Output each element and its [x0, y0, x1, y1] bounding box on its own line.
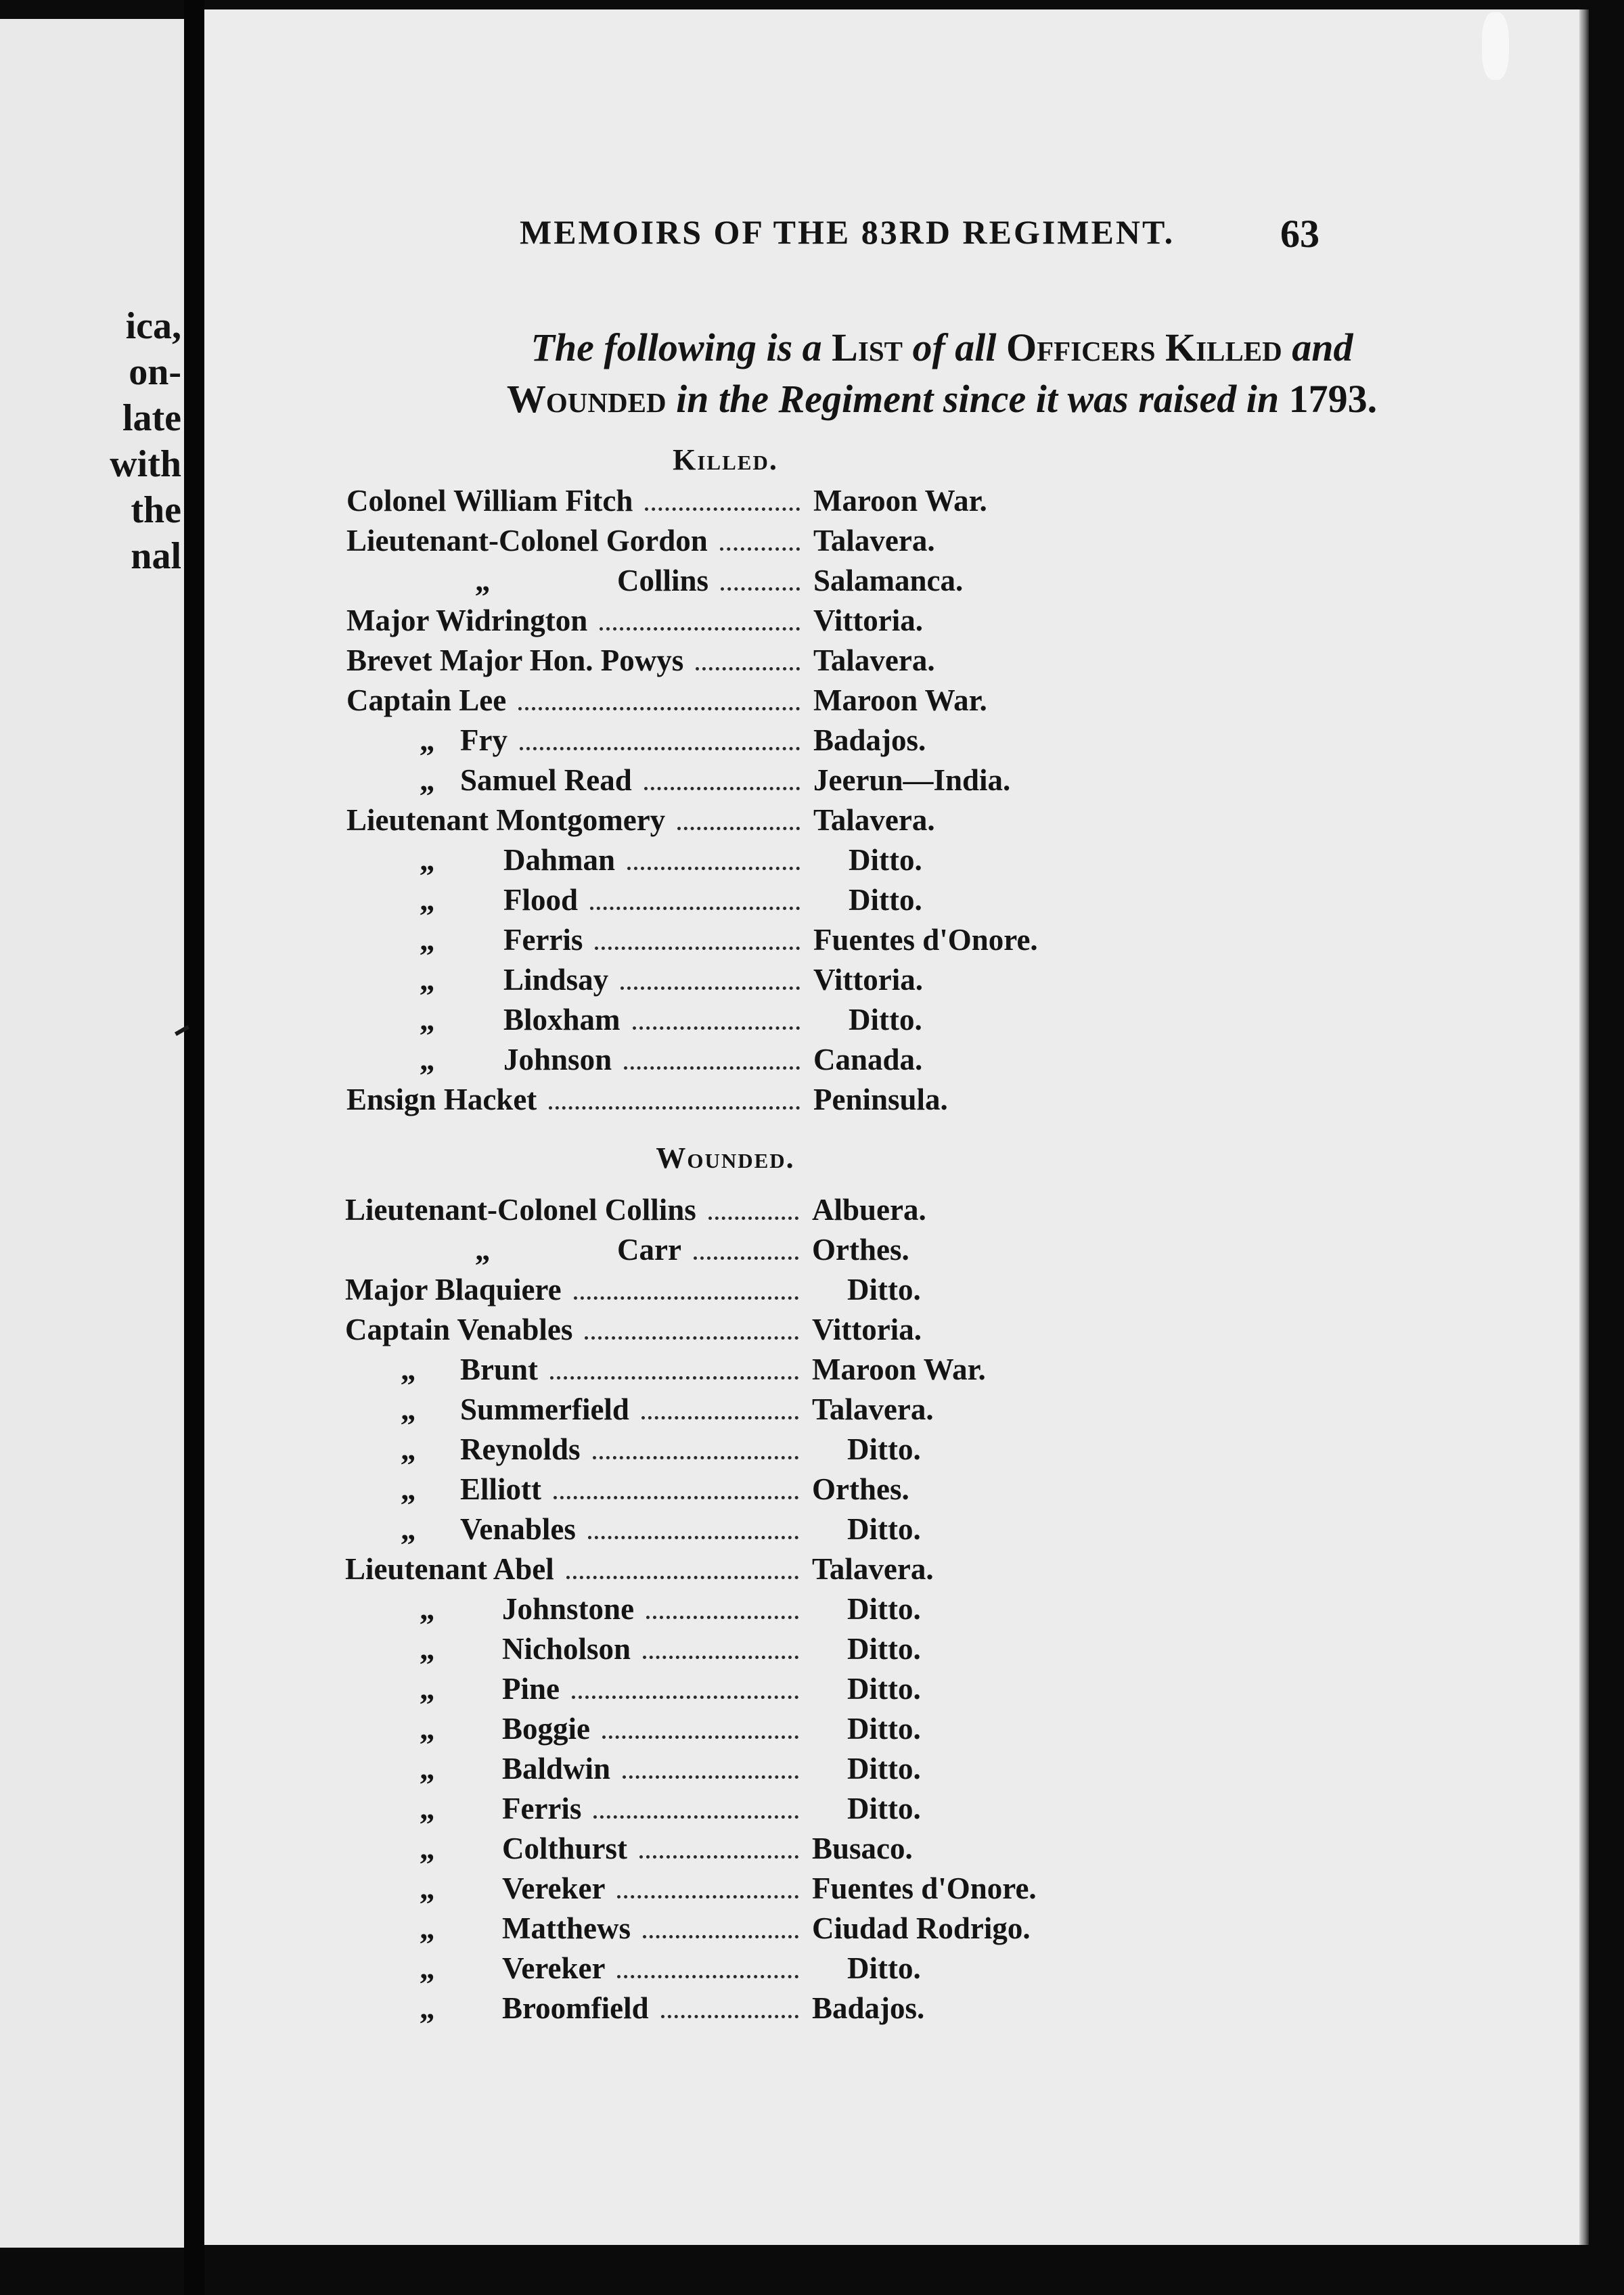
officer-name: Ferris — [502, 1792, 582, 1825]
officer-entry — [204, 1991, 1016, 2030]
officer-entry — [204, 563, 1016, 602]
officer-name: Fry — [460, 723, 508, 757]
leader-dots — [677, 827, 800, 830]
leader-dots — [600, 627, 800, 631]
officer-entry — [204, 842, 1016, 882]
ditto-mark: „ — [420, 1911, 435, 1945]
leader-dots — [572, 1696, 798, 1699]
officer-name: Lieutenant Abel — [345, 1552, 554, 1586]
intro-part: List — [832, 325, 903, 369]
leader-dots — [550, 1376, 798, 1380]
ditto-mark: „ — [420, 1672, 435, 1706]
leader-dots — [566, 1576, 798, 1579]
intro-paragraph — [346, 322, 1537, 425]
officer-name: Vereker — [502, 1871, 606, 1905]
left-fragment: ica, — [125, 305, 181, 347]
officer-name: Samuel Read — [460, 763, 632, 797]
officer-entry — [204, 1791, 1016, 1830]
leader-dots — [627, 867, 800, 870]
officer-name: Venables — [460, 1512, 576, 1546]
officer-entry — [204, 962, 1016, 1001]
ditto-mark: „ — [420, 843, 435, 877]
place-of-action: Orthes. — [812, 1233, 909, 1267]
place-of-action: Ditto. — [847, 1632, 921, 1666]
place-of-action: Ditto. — [847, 1273, 921, 1306]
ditto-mark: „ — [401, 1432, 416, 1466]
ditto-mark: „ — [420, 1752, 435, 1786]
leader-dots — [661, 2015, 798, 2018]
left-facing-page — [0, 19, 184, 2248]
officer-entry — [204, 1392, 1016, 1431]
ditto-mark: „ — [475, 564, 491, 597]
officer-name: Summerfield — [460, 1392, 629, 1426]
leader-dots — [623, 1775, 798, 1779]
officer-entry — [204, 1871, 1037, 1910]
place-of-action: Talavera. — [812, 1552, 934, 1586]
ditto-mark: „ — [420, 883, 435, 917]
place-of-action: Maroon War. — [812, 1353, 986, 1386]
officer-name: Pine — [502, 1672, 560, 1706]
ditto-mark: „ — [420, 963, 435, 997]
place-of-action: Talavera. — [812, 1392, 934, 1426]
leader-dots — [574, 1296, 798, 1300]
officer-name: Colonel William Fitch — [346, 484, 633, 518]
intro-part: and — [1282, 325, 1353, 369]
officer-entry — [204, 802, 1016, 842]
paper-blemish — [1482, 12, 1509, 80]
left-fragment: with — [110, 443, 181, 485]
intro-part: of all — [902, 325, 1007, 369]
officer-entry — [204, 1042, 1016, 1081]
officer-entry — [204, 1631, 1016, 1671]
intro-part: Officers Killed — [1006, 325, 1282, 369]
place-of-action: Badajos. — [812, 1991, 925, 2025]
officer-entry — [204, 1272, 1016, 1311]
place-of-action: Orthes. — [812, 1472, 909, 1506]
leader-dots — [646, 1616, 798, 1619]
ditto-mark: „ — [420, 1832, 435, 1865]
killed-heading: Killed. — [673, 443, 778, 476]
place-of-action: Talavera. — [813, 643, 935, 677]
place-of-action: Talavera. — [813, 524, 935, 558]
place-of-action: Fuentes d'Onore. — [813, 923, 1038, 957]
ditto-mark: „ — [420, 1871, 435, 1905]
place-of-action: Talavera. — [813, 803, 935, 837]
officer-name: Lindsay — [503, 963, 609, 997]
place-of-action: Canada. — [813, 1043, 923, 1076]
place-of-action: Ditto. — [847, 1752, 921, 1786]
place-of-action: Ciudad Rodrigo. — [812, 1911, 1031, 1945]
page-edge — [1579, 9, 1589, 2245]
leader-dots — [633, 1026, 800, 1030]
officer-name: Ferris — [503, 923, 583, 957]
leader-dots — [644, 787, 800, 790]
leader-dots — [554, 1496, 798, 1499]
officer-entry — [204, 1192, 1016, 1231]
intro-line-2 — [346, 373, 1537, 425]
officer-name: Baldwin — [502, 1752, 611, 1786]
officer-name: Captain Venables — [345, 1313, 573, 1346]
ditto-mark: „ — [401, 1512, 416, 1546]
leader-dots — [645, 507, 800, 511]
left-fragment: the — [131, 489, 181, 531]
officer-entry — [204, 922, 1038, 961]
officer-entry — [204, 1951, 1016, 1990]
intro-line-1 — [346, 322, 1537, 373]
officer-entry — [204, 483, 1016, 522]
leader-dots — [595, 947, 800, 950]
officer-entry — [204, 1232, 1016, 1271]
leader-dots — [549, 1106, 800, 1110]
officer-name: Matthews — [502, 1911, 631, 1945]
place-of-action: Vittoria. — [813, 963, 924, 997]
officer-name: Nicholson — [502, 1632, 631, 1666]
book-gutter — [184, 0, 204, 2295]
ditto-mark: „ — [420, 1951, 435, 1985]
ditto-mark: „ — [420, 723, 435, 757]
officer-name: Vereker — [502, 1951, 606, 1985]
ditto-mark: „ — [420, 1043, 435, 1076]
ditto-mark: „ — [401, 1353, 416, 1386]
officer-entry — [204, 683, 1016, 722]
leader-dots — [643, 1935, 798, 1938]
officer-entry — [204, 1352, 1016, 1391]
officer-entry — [204, 1751, 1016, 1790]
intro-part: The following is a — [531, 325, 832, 369]
officer-entry — [204, 1432, 1016, 1471]
officer-name: Ensign Hacket — [346, 1083, 537, 1116]
place-of-action: Peninsula. — [813, 1083, 948, 1116]
place-of-action: Ditto. — [847, 1792, 921, 1825]
officer-name: Major Blaquiere — [345, 1273, 562, 1306]
leader-dots — [590, 907, 800, 910]
place-of-action: Vittoria. — [813, 604, 924, 637]
ditto-mark: „ — [420, 1792, 435, 1825]
leader-dots — [585, 1336, 798, 1340]
officer-entry — [204, 603, 1016, 642]
place-of-action: Salamanca. — [813, 564, 964, 597]
place-of-action: Albuera. — [812, 1193, 926, 1227]
officer-name: Captain Lee — [346, 683, 507, 717]
officer-entry — [204, 523, 1016, 562]
officer-name: Dahman — [503, 843, 616, 877]
place-of-action: Busaco. — [812, 1832, 913, 1865]
officer-entry — [204, 1472, 1016, 1511]
leader-dots — [593, 1815, 798, 1819]
officer-name: Major Widrington — [346, 604, 588, 637]
leader-dots — [520, 747, 800, 750]
officer-name: Elliott — [460, 1472, 541, 1506]
officer-name: Brunt — [460, 1353, 539, 1386]
leader-dots — [721, 587, 800, 591]
ditto-mark: „ — [420, 1003, 435, 1037]
officer-entry — [204, 1002, 1016, 1041]
place-of-action: Ditto. — [847, 1712, 921, 1746]
leader-dots — [518, 707, 800, 710]
place-of-action: Vittoria. — [812, 1313, 922, 1346]
place-of-action: Ditto. — [847, 1951, 921, 1985]
officer-entry — [204, 1512, 1016, 1551]
left-page-text-fragments — [110, 303, 181, 579]
officer-entry — [204, 763, 1016, 802]
place-of-action: Ditto. — [849, 883, 922, 917]
leader-dots — [602, 1735, 798, 1739]
leader-dots — [696, 667, 800, 671]
leader-dots — [617, 1895, 798, 1899]
officer-entry — [204, 1591, 1016, 1631]
officer-name: Flood — [503, 883, 579, 917]
officer-name: Lieutenant-Colonel Gordon — [346, 524, 708, 558]
place-of-action: Ditto. — [847, 1592, 921, 1626]
leader-dots — [624, 1066, 800, 1070]
officer-name: Johnstone — [502, 1592, 635, 1626]
officer-name: Johnson — [503, 1043, 612, 1076]
left-fragment: nal — [131, 535, 181, 577]
intro-part: Wounded — [506, 377, 667, 421]
leader-dots — [621, 986, 800, 990]
officer-name: Collins — [617, 564, 709, 597]
ditto-mark: „ — [420, 1632, 435, 1666]
ditto-mark: „ — [420, 1991, 435, 2025]
left-fragment: late — [122, 397, 181, 439]
right-page — [204, 9, 1589, 2245]
officer-name: Boggie — [502, 1712, 590, 1746]
ditto-mark: „ — [401, 1472, 416, 1506]
officer-entry — [204, 643, 1016, 682]
ditto-mark: „ — [420, 1592, 435, 1626]
intro-part: in the Regiment since it was raised in — [666, 377, 1289, 421]
ditto-mark: „ — [401, 1392, 416, 1426]
officer-entry — [204, 882, 1016, 922]
place-of-action: Maroon War. — [813, 683, 987, 717]
officer-name: Lieutenant-Colonel Collins — [345, 1193, 696, 1227]
officer-name: Brevet Major Hon. Powys — [346, 643, 684, 677]
officer-name: Reynolds — [460, 1432, 581, 1466]
place-of-action: Ditto. — [849, 843, 922, 877]
officer-name: Lieutenant Montgomery — [346, 803, 666, 837]
officer-entry — [204, 1831, 1016, 1870]
place-of-action: Ditto. — [847, 1432, 921, 1466]
leader-dots — [643, 1656, 798, 1659]
leader-dots — [641, 1416, 798, 1419]
leader-dots — [694, 1256, 798, 1260]
place-of-action: Ditto. — [849, 1003, 922, 1037]
officer-name: Colthurst — [502, 1832, 628, 1865]
left-fragment: on- — [129, 351, 181, 393]
place-of-action: Maroon War. — [813, 484, 987, 518]
place-of-action: Ditto. — [847, 1512, 921, 1546]
officer-name: Bloxham — [503, 1003, 621, 1037]
leader-dots — [588, 1536, 798, 1539]
officer-entry — [204, 1312, 1016, 1351]
leader-dots — [639, 1855, 798, 1859]
leader-dots — [593, 1456, 798, 1459]
ditto-mark: „ — [475, 1233, 491, 1267]
officer-entry — [204, 1911, 1031, 1950]
officer-entry — [204, 1551, 1016, 1591]
place-of-action: Jeerun—India. — [813, 763, 1011, 797]
leader-dots — [617, 1975, 798, 1978]
ditto-mark: „ — [420, 1712, 435, 1746]
leader-dots — [708, 1217, 798, 1220]
officer-name: Broomfield — [502, 1991, 649, 2025]
officer-entry — [204, 723, 1016, 762]
wounded-heading: Wounded. — [656, 1141, 795, 1175]
ditto-mark: „ — [420, 763, 435, 797]
place-of-action: Badajos. — [813, 723, 926, 757]
officer-entry — [204, 1082, 1016, 1121]
place-of-action: Fuentes d'Onore. — [812, 1871, 1037, 1905]
intro-part: 1793. — [1288, 377, 1378, 421]
place-of-action: Ditto. — [847, 1672, 921, 1706]
officer-entry — [204, 1671, 1016, 1710]
page-number: 63 — [1280, 212, 1320, 256]
officer-entry — [204, 1711, 1016, 1750]
ditto-mark: „ — [420, 923, 435, 957]
leader-dots — [720, 547, 800, 551]
officer-name: Carr — [617, 1233, 681, 1267]
running-title: MEMOIRS OF THE 83RD REGIMENT. — [520, 213, 1175, 251]
